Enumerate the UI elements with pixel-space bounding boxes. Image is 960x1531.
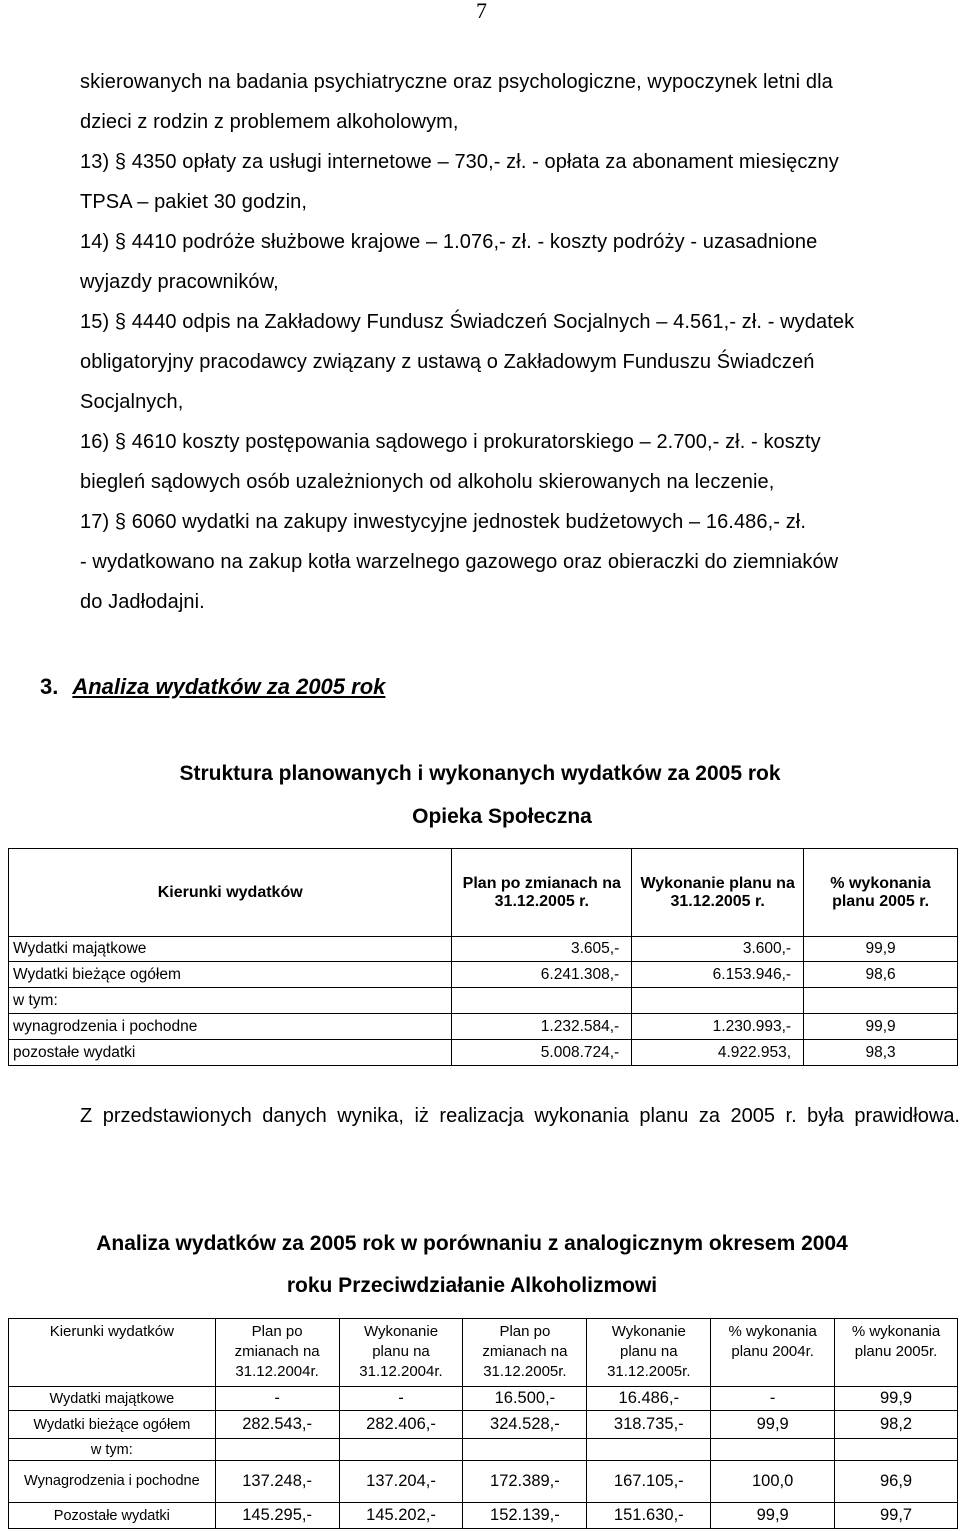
value-cell: 152.139,- <box>463 1503 587 1529</box>
paragraph-line: biegleń sądowych osób uzależnionych od alkoholu skierowanych na leczenie, <box>80 471 775 493</box>
value-cell: 16.500,- <box>463 1387 587 1411</box>
value-cell: 99,9 <box>711 1411 835 1439</box>
paragraph-line: Socjalnych, <box>80 391 184 413</box>
value-cell: 4.922.953, <box>632 1040 804 1066</box>
header-cell: Wykonanie planu na 31.12.2004r. <box>339 1319 463 1387</box>
page-number: 7 <box>476 0 487 23</box>
paragraph-line: do Jadłodajni. <box>80 591 205 613</box>
table-przeciwdzialanie-alkoholizmowi <box>8 1318 958 1529</box>
header-cell: Kierunki wydatków <box>9 849 452 937</box>
value-cell: 145.295,- <box>215 1503 339 1529</box>
paragraph-line: skierowanych na badania psychiatryczne oraz psychologiczne, wypoczynek letni dla <box>80 71 833 93</box>
value-cell: 137.248,- <box>215 1461 339 1503</box>
value-cell <box>339 1439 463 1461</box>
table2-title-line2: roku Przeciwdziałanie Alkoholizmowi <box>286 1274 658 1297</box>
header-cell: % wykonania planu 2005r. <box>835 1319 958 1387</box>
paragraph-line: - wydatkowano na zakup kotła warzelnego gazowego oraz obieraczki do ziemniaków <box>80 551 839 573</box>
header-cell: Plan po zmianach na 31.12.2004r. <box>215 1319 339 1387</box>
conclusion: Z przedstawionych danych wynika, iż realizacja wykonania planu za 2005 r. była prawidłowa. <box>80 1105 960 1127</box>
value-cell: 100,0 <box>711 1461 835 1503</box>
paragraph-line: TPSA – pakiet 30 godzin, <box>80 191 307 213</box>
row-label: wynagrodzenia i pochodne <box>9 1014 452 1040</box>
table-row <box>9 1439 958 1461</box>
paragraph-line: wyjazdy pracowników, <box>80 271 279 293</box>
section-title: Analiza wydatków za 2005 rok <box>72 674 386 699</box>
table-row <box>9 1040 958 1066</box>
row-label: pozostałe wydatki <box>9 1040 452 1066</box>
table-row <box>9 988 958 1014</box>
paragraph-line: 14) § 4410 podróże służbowe krajowe – 1.076,- zł. - koszty podróży - uzasadnione <box>80 231 818 253</box>
table-row <box>9 1411 958 1439</box>
paragraph-line: 15) § 4440 odpis na Zakładowy Fundusz Świadczeń Socjalnych – 4.561,- zł. - wydatek <box>80 311 855 333</box>
value-cell: 318.735,- <box>587 1411 711 1439</box>
paragraph-line: 13) § 4350 opłaty za usługi internetowe – 730,- zł. - opłata za abonament miesięczny <box>80 151 839 173</box>
value-cell <box>215 1439 339 1461</box>
paragraph-line: 16) § 4610 koszty postępowania sądowego i prokuratorskiego – 2.700,- zł. - koszty <box>80 431 821 453</box>
value-cell <box>452 988 632 1014</box>
value-cell: - <box>339 1387 463 1411</box>
value-cell: 98,6 <box>804 962 958 988</box>
table-header-row <box>9 849 958 937</box>
value-cell <box>835 1439 958 1461</box>
value-cell: 99,9 <box>711 1503 835 1529</box>
row-label: Wydatki majątkowe <box>9 937 452 962</box>
row-label: Wydatki bieżące ogółem <box>9 962 452 988</box>
value-cell: 5.008.724,- <box>452 1040 632 1066</box>
value-cell: 3.600,- <box>632 937 804 962</box>
table1-title: Struktura planowanych i wykonanych wydatków za 2005 rok <box>179 762 781 785</box>
value-cell: - <box>215 1387 339 1411</box>
table1-subtitle: Opieka Społeczna <box>412 805 592 828</box>
table-row <box>9 962 958 988</box>
table-row <box>9 1387 958 1411</box>
value-cell <box>804 988 958 1014</box>
table2-title-line1: Analiza wydatków za 2005 rok w porównaniu z analogicznym okresem 2004 <box>96 1232 848 1255</box>
value-cell: 324.528,- <box>463 1411 587 1439</box>
value-cell: 1.232.584,- <box>452 1014 632 1040</box>
header-cell: Kierunki wydatków <box>9 1319 216 1387</box>
paragraph-line: 17) § 6060 wydatki na zakupy inwestycyjne jednostek budżetowych – 16.486,- zł. <box>80 511 806 533</box>
row-label: w tym: <box>9 988 452 1014</box>
value-cell: 6.241.308,- <box>452 962 632 988</box>
value-cell: 1.230.993,- <box>632 1014 804 1040</box>
row-label: Pozostałe wydatki <box>9 1503 216 1529</box>
value-cell <box>632 988 804 1014</box>
value-cell: 98,3 <box>804 1040 958 1066</box>
value-cell <box>463 1439 587 1461</box>
value-cell: 145.202,- <box>339 1503 463 1529</box>
header-cell: % wykonania planu 2004r. <box>711 1319 835 1387</box>
value-cell: 99,9 <box>835 1387 958 1411</box>
header-cell: % wykonania planu 2005 r. <box>804 849 958 937</box>
value-cell: 3.605,- <box>452 937 632 962</box>
table-row <box>9 1461 958 1503</box>
row-label: Wydatki majątkowe <box>9 1387 216 1411</box>
value-cell: 98,2 <box>835 1411 958 1439</box>
header-cell: Plan po zmianach na 31.12.2005 r. <box>452 849 632 937</box>
value-cell: 16.486,- <box>587 1387 711 1411</box>
row-label: w tym: <box>9 1439 216 1461</box>
value-cell: 172.389,- <box>463 1461 587 1503</box>
header-cell: Wykonanie planu na 31.12.2005 r. <box>632 849 804 937</box>
value-cell: 282.406,- <box>339 1411 463 1439</box>
value-cell: 96,9 <box>835 1461 958 1503</box>
row-label: Wynagrodzenia i pochodne <box>9 1461 216 1503</box>
table-row <box>9 1014 958 1040</box>
header-cell: Plan po zmianach na 31.12.2005r. <box>463 1319 587 1387</box>
value-cell: 99,9 <box>804 937 958 962</box>
table-row <box>9 937 958 962</box>
value-cell: 137.204,- <box>339 1461 463 1503</box>
value-cell: 151.630,- <box>587 1503 711 1529</box>
table-row <box>9 1503 958 1529</box>
table-opieka-spoleczna <box>8 848 958 1066</box>
value-cell: - <box>711 1387 835 1411</box>
header-cell: Wykonanie planu na 31.12.2005r. <box>587 1319 711 1387</box>
value-cell: 167.105,- <box>587 1461 711 1503</box>
value-cell: 99,9 <box>804 1014 958 1040</box>
paragraph-line: obligatoryjny pracodawcy związany z ustawą o Zakładowym Funduszu Świadczeń <box>80 351 815 373</box>
value-cell: 6.153.946,- <box>632 962 804 988</box>
section-number: 3. <box>40 674 59 699</box>
value-cell <box>587 1439 711 1461</box>
value-cell <box>711 1439 835 1461</box>
table-header-row <box>9 1319 958 1387</box>
value-cell: 282.543,- <box>215 1411 339 1439</box>
paragraph-line: dzieci z rodzin z problemem alkoholowym, <box>80 111 459 133</box>
value-cell: 99,7 <box>835 1503 958 1529</box>
row-label: Wydatki bieżące ogółem <box>9 1411 216 1439</box>
section-heading <box>40 674 385 700</box>
conclusion-text <box>40 1105 960 1128</box>
